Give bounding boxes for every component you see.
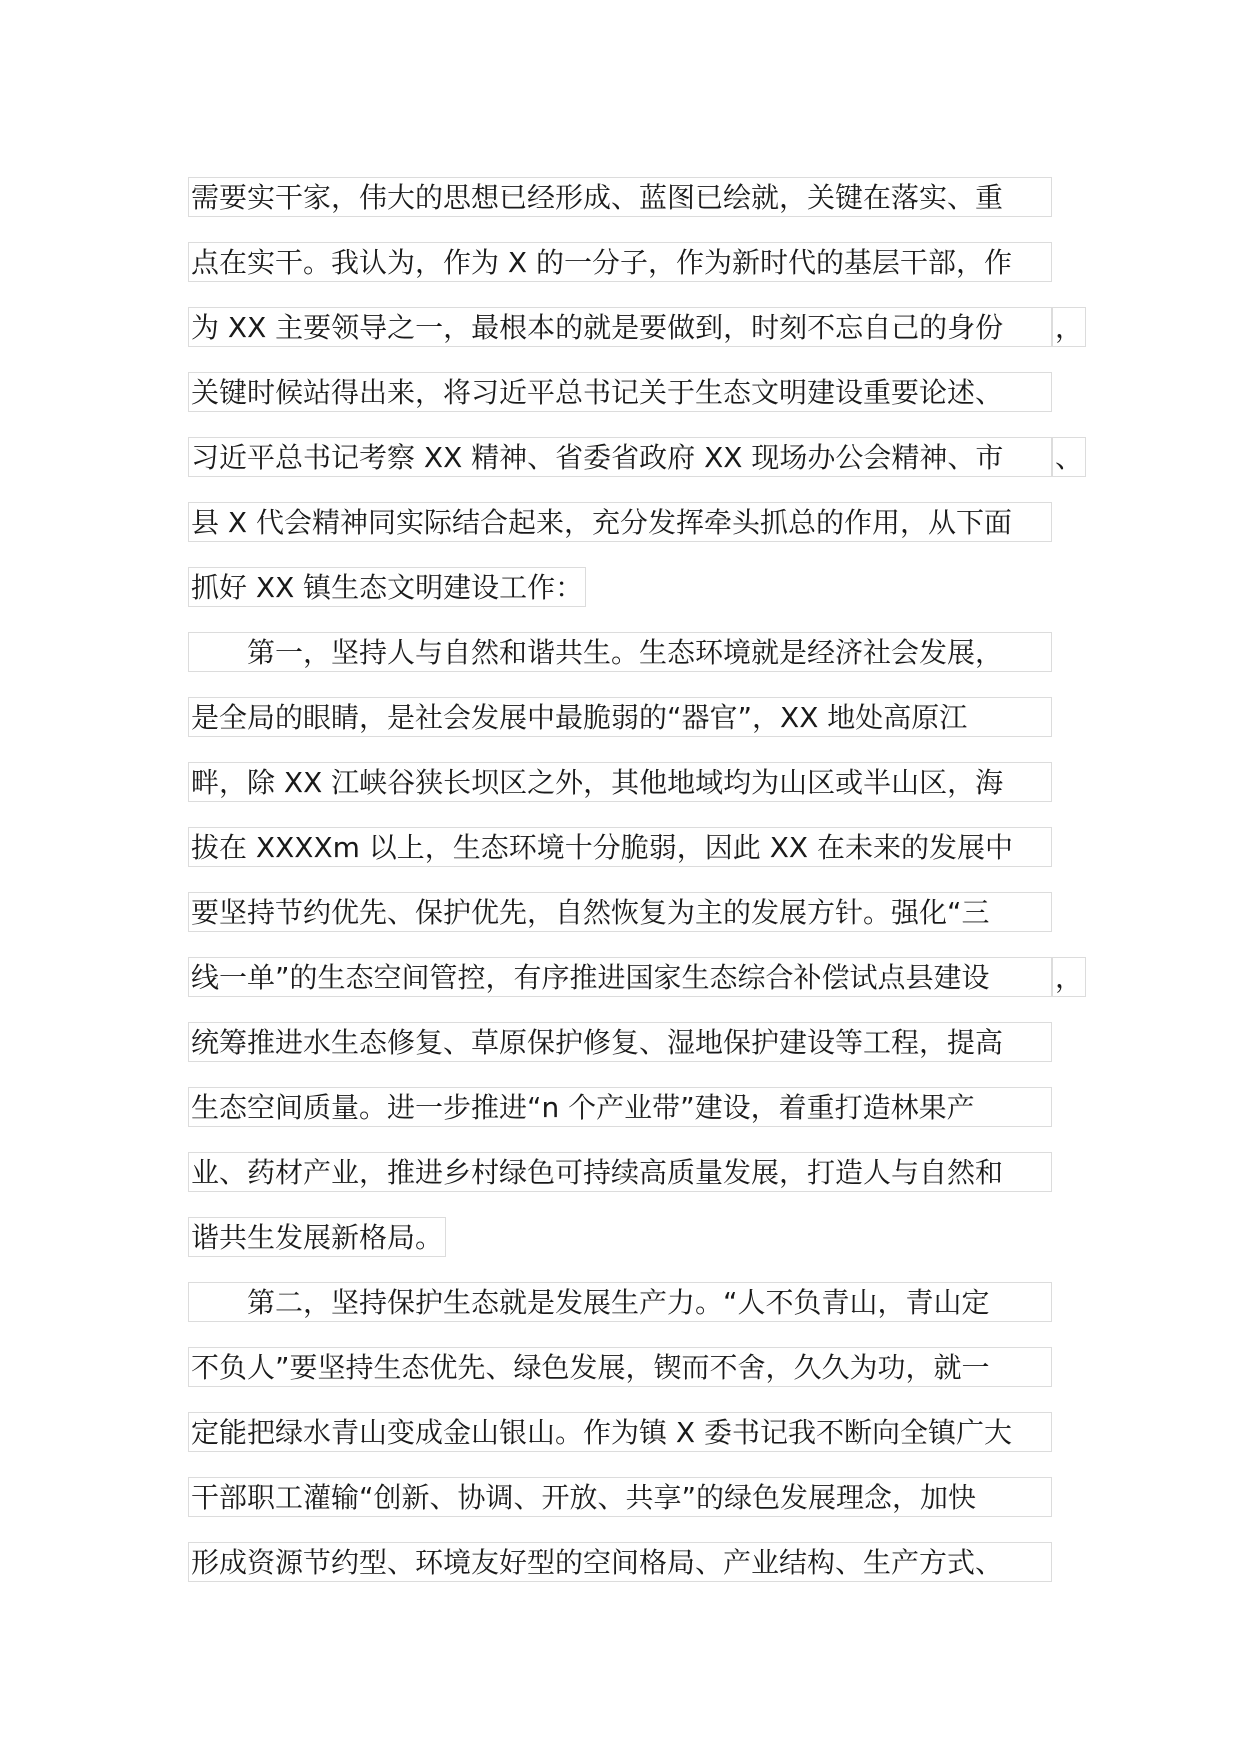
text-line-content: 谐共生发展新格局。 (188, 1217, 446, 1257)
text-line-content: 生态空间质量。进一步推进“n 个产业带”建设，着重打造林果产 (188, 1087, 1052, 1127)
text-line (188, 425, 1084, 490)
line-tail-punctuation: ， (1052, 957, 1086, 997)
text-line-content: 要坚持节约优先、保护优先，自然恢复为主的发展方针。强化“三 (188, 892, 1052, 932)
text-line-content: 拔在 XXXXm 以上，生态环境十分脆弱，因此 XX 在未来的发展中 (188, 827, 1052, 867)
paragraph-first-line: 第一，坚持人与自然和谐共生。生态环境就是经济社会发展， (188, 632, 1052, 672)
text-line-content: 抓好 XX 镇生态文明建设工作： (188, 567, 586, 607)
text-line (188, 1205, 1068, 1270)
text-line-content: 是全局的眼睛，是社会发展中最脆弱的“器官”，XX 地处高原江 (188, 697, 1052, 737)
text-line (188, 555, 1068, 620)
text-line-content: 统筹推进水生态修复、草原保护修复、湿地保护建设等工程，提高 (188, 1022, 1052, 1062)
text-line (188, 750, 1068, 815)
text-line-content: 业、药材产业，推进乡村绿色可持续高质量发展，打造人与自然和 (188, 1152, 1052, 1192)
text-line (188, 230, 1068, 295)
text-line (188, 360, 1068, 425)
text-line (188, 1530, 1068, 1595)
text-line (188, 1465, 1068, 1530)
paragraph-first-line: 第二，坚持保护生态就是发展生产力。“人不负青山，青山定 (188, 1282, 1052, 1322)
text-line (188, 1270, 1068, 1335)
text-line (188, 295, 1084, 360)
text-line-content: 形成资源节约型、环境友好型的空间格局、产业结构、生产方式、 (188, 1542, 1052, 1582)
text-line (188, 165, 1068, 230)
text-line (188, 1010, 1068, 1075)
text-line (188, 1140, 1068, 1205)
text-line-content: 习近平总书记考察 XX 精神、省委省政府 XX 现场办公会精神、市 (188, 437, 1052, 477)
text-line (188, 620, 1068, 685)
text-line-content: 线一单”的生态空间管控，有序推进国家生态综合补偿试点县建设 (188, 957, 1052, 997)
text-line-content: 需要实干家，伟大的思想已经形成、蓝图已绘就，关键在落实、重 (188, 177, 1052, 217)
text-line-content: 定能把绿水青山变成金山银山。作为镇 X 委书记我不断向全镇广大 (188, 1412, 1052, 1452)
text-line (188, 880, 1068, 945)
text-line-content: 畔，除 XX 江峡谷狭长坝区之外，其他地域均为山区或半山区，海 (188, 762, 1052, 802)
text-line-content: 为 XX 主要领导之一，最根本的就是要做到，时刻不忘自己的身份 (188, 307, 1052, 347)
text-line-content: 点在实干。我认为，作为 X 的一分子，作为新时代的基层干部，作 (188, 242, 1052, 282)
text-line-content: 不负人”要坚持生态优先、绿色发展，锲而不舍，久久为功，就一 (188, 1347, 1052, 1387)
text-line (188, 1075, 1068, 1140)
body-text (188, 165, 1084, 1595)
text-line-content: 关键时候站得出来，将习近平总书记关于生态文明建设重要论述、 (188, 372, 1052, 412)
text-line-content: 干部职工灌输“创新、协调、开放、共享”的绿色发展理念，加快 (188, 1477, 1052, 1517)
text-line (188, 945, 1084, 1010)
line-tail-punctuation: 、 (1052, 437, 1086, 477)
line-tail-punctuation: ， (1052, 307, 1086, 347)
text-line (188, 685, 1068, 750)
text-line (188, 490, 1068, 555)
text-line-content: 县 X 代会精神同实际结合起来，充分发挥牵头抓总的作用，从下面 (188, 502, 1052, 542)
text-line (188, 1400, 1068, 1465)
text-line (188, 815, 1068, 880)
text-line (188, 1335, 1068, 1400)
